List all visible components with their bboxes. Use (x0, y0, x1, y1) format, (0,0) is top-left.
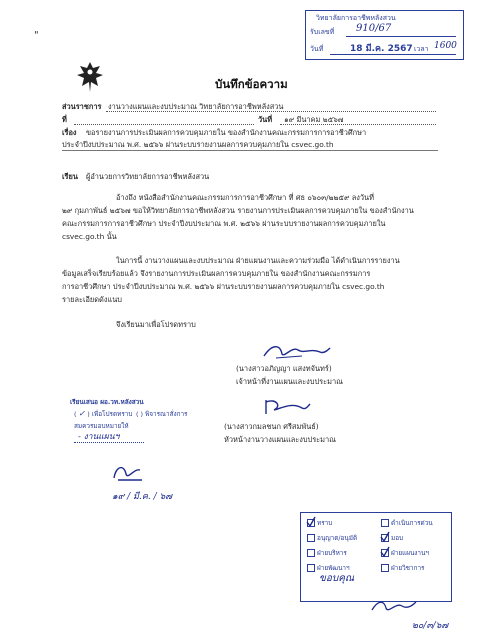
receipt-time-value: 1600 (434, 41, 457, 51)
order-item-acknowledge: ทราบ (307, 517, 332, 529)
stray-mark: " (34, 30, 39, 41)
receipt-time-label: เวลา (414, 45, 429, 53)
order-handwritten: ขอบคุณ (319, 573, 355, 584)
para2-line3: การอาชีวศึกษา ประจำปีงบประมาณ พ.ศ. ๒๕๖๖ ผ่านระบบรายงานผลการควบคุมภายใน csvec.go.th (62, 282, 385, 291)
agency-label: ส่วนราชการ (62, 102, 102, 111)
signer2-name: (นางสาวกมลชนก ศรีสมพันธ์) (224, 422, 319, 431)
routing-handwritten: - งานแผนฯ (78, 432, 120, 442)
order-item-assign: มอบ (381, 532, 403, 544)
routing-signature (110, 462, 146, 488)
subject-line1: ขอรายงานการประเมินผลการควบคุมภายใน ของสำนักงานคณะกรรมการการอาชีวศึกษา (86, 128, 367, 137)
to-value: ผู้อำนวยการวิทยาลัยการอาชีพหลังสวน (86, 172, 210, 181)
date-value: ๑๙ มีนาคม ๒๕๖๗ (284, 115, 344, 124)
receipt-stamp (305, 10, 464, 60)
order-item-development: ฝ่ายพัฒนาฯ (307, 562, 350, 574)
order-item-approve: อนุญาต/อนุมัติ (307, 532, 357, 544)
para1-line3: คณะกรรมการการอาชีวศึกษา ประจำปีงบประมาณ พ.ศ. ๒๕๖๖ ผ่านระบบรายงานผลการควบคุมภายใน (62, 219, 386, 228)
routing-assign-label: สมควรมอบหมายให้ (74, 422, 129, 430)
para1-line4: csvec.go.th นั้น (62, 232, 117, 241)
signer2-title: หัวหน้างานวางแผนและงบประมาณ (224, 435, 337, 444)
order-date: ๒๐/๓/๖๗ (412, 621, 449, 631)
ref-label: ที่ (62, 115, 67, 124)
para1-line2: ๒๙ กุมภาพันธ์ ๒๕๖๗ ขอให้วิทยาลัยการอาชีพหลังสวน รายงานการประเมินผลการควบคุมภายใน ของสำนักงาน (62, 206, 414, 215)
routing-stamp-heading: เรียนเสนอ ผอ.วท.หลังสวน (70, 398, 144, 406)
receipt-number-label: รับเลขที่ (310, 28, 335, 36)
receipt-number-value: 910/67 (356, 23, 392, 34)
order-checkmarks (300, 512, 452, 602)
signature-2 (262, 396, 312, 422)
signer1-title: เจ้าหน้าที่งานแผนและงบประมาณ (236, 377, 343, 386)
order-item-urgent: ดำเนินการด่วน (381, 517, 433, 529)
routing-date: ๑๙ / มี.ค. / ๖๗ (112, 492, 172, 502)
date-label: วันที่ (258, 115, 273, 124)
receipt-date-value: 18 มี.ค. 2567 (350, 44, 413, 54)
receipt-date-label: วันที่ (310, 45, 324, 53)
closing: จึงเรียนมาเพื่อโปรดทราบ (116, 320, 196, 329)
routing-option-consider: ( ) พิจารณาสั่งการ (136, 410, 188, 418)
routing-option-acknowledge: ( ✓ ) เพื่อโปรดทราบ (74, 409, 133, 418)
garuda-emblem (76, 60, 104, 94)
signer1-name: (นางสาวอภิญญา แสงทจันทร์) (236, 364, 332, 373)
para1-line1: อ้างถึง หนังสือสำนักงานคณะกรรมการการอาชีวศึกษา ที่ ศธ ๐๖๐๓/๒๒๕๙ ลงวันที่ (116, 193, 374, 202)
memo-title: บันทึกข้อความ (215, 77, 288, 91)
para2-line2: ข้อมูลเสร็จเรียบร้อยแล้ว จึงรายงานการประเมินผลการควบคุมภายใน ของสำนักงานคณะกรรมการ (62, 269, 371, 278)
receipt-stamp-org: วิทยาลัยการอาชีพหลังสวน (316, 14, 396, 22)
routing-stamp (70, 396, 198, 448)
subject-line2: ประจำปีงบประมาณ พ.ศ. ๒๕๖๖ ผ่านระบบรายงานผลการควบคุมภายใน csvec.go.th (62, 140, 334, 149)
agency-value: งานวางแผนและงบประมาณ วิทยาลัยการอาชีพหลังสวน (108, 102, 284, 111)
order-item-academic: ฝ่ายวิชาการ (381, 562, 424, 574)
to-label: เรียน (62, 172, 78, 181)
order-signature (370, 598, 418, 620)
order-item-planning: ฝ่ายแผนงานฯ (381, 547, 429, 559)
para2-line4: รายละเอียดดังแนบ (62, 295, 122, 304)
order-item-admin: ฝ่ายบริหาร (307, 547, 347, 559)
subject-label: เรื่อง (62, 128, 77, 137)
para2-line1: ในการนี้ งานวางแผนและงบประมาณ ฝ่ายแผนงานและความร่วมมือ ได้ดำเนินการรายงาน (116, 256, 400, 265)
